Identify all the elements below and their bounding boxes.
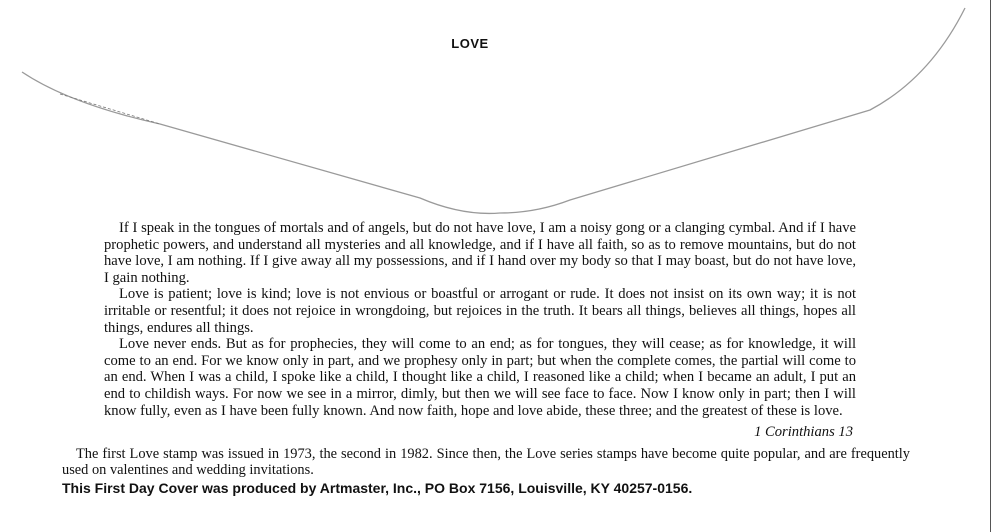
page-title: LOVE (451, 36, 489, 51)
stamp-history-note: The first Love stamp was issued in 1973, the second in 1982. Since then, the Love series stamps have become quite popular, and are frequently used on valentines and wedding invitations. (62, 446, 910, 478)
scripture-paragraph: Love never ends. But as for prophecies, they will come to an end; as for tongues, they will cease; as for knowledge, it will come to an end. For we know only in part, and we prophesy only in part; but when the complete comes, the partial will come to an end. When I was a child, I spoke like a child, I thought like a child, I reasoned like a child; when I became an adult, I put an end to childish ways. For now we see in a mirror, dimly, but then we will see face to face. Now I know only in part; then I will know fully, even as I have been fully known. And now faith, hope and love abide, these three; and the greatest of these is love. (104, 336, 856, 419)
envelope-flap-outline (0, 0, 1000, 230)
scripture-text (104, 220, 856, 419)
scripture-paragraph: Love is patient; love is kind; love is not envious or boastful or arrogant or rude. It does not insist on its own way; it is not irritable or resentful; it does not rejoice in wrongdoing, but rejoices in the truth. It bears all things, believes all things, hopes all things, endures all things. (104, 286, 856, 336)
envelope-flap-shadow (60, 94, 160, 124)
scripture-paragraph: If I speak in the tongues of mortals and of angels, but do not have love, I am a noisy gong or a clanging cymbal. And if I have prophetic powers, and understand all mysteries and all knowledge, and if I have all faith, so as to remove mountains, but do not have love, I am nothing. If I give away all my possessions, and if I hand over my body so that I may boast, but do not have love, I gain nothing. (104, 220, 856, 286)
envelope-right-edge (990, 0, 991, 532)
scripture-citation: 1 Corinthians 13 (754, 424, 853, 440)
producer-credit: This First Day Cover was produced by Artmaster, Inc., PO Box 7156, Louisville, KY 40257-0156. (62, 480, 693, 496)
